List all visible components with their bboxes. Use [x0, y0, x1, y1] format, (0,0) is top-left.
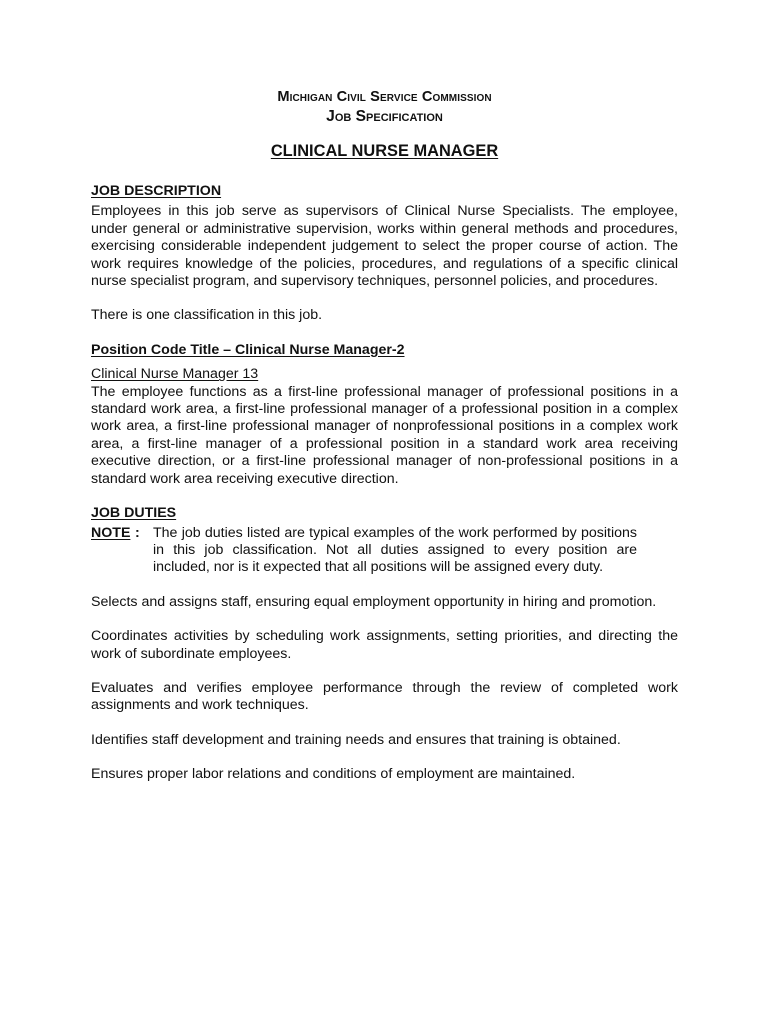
job-duty-item: Ensures proper labor relations and conditions of employment are maintained.: [91, 766, 576, 783]
position-code-title-heading: Position Code Title – Clinical Nurse Manager-2: [91, 341, 405, 358]
position-level-description: The employee functions as a first-line professional manager of professional positions in a standard work area, a first-line professional manager of a professional position in a complex work area, a first-line professional manager of nonprofessional positions in a complex work area, a first-line manager of a professional position in a standard work area receiving executive direction, or a first-line professional manager of non-professional positions in a standard work area receiving executive direction.: [91, 383, 678, 487]
duties-note: [91, 525, 678, 577]
job-description-paragraph: Employees in this job serve as supervisors of Clinical Nurse Specialists. The employee, under general or administrative supervision, works within general methods and procedures, exercising considerable independent judgement to select the proper course of action. The work requires knowledge of the policies, procedures, and regulations of a specific clinical nurse specialist program, and supervisory techniques, personnel policies, and procedures.: [91, 203, 678, 290]
position-level-label: Clinical Nurse Manager 13: [91, 366, 259, 383]
document-type: Job Specification: [326, 108, 443, 125]
job-duty-item: Coordinates activities by scheduling work assignments, setting priorities, and directing the work of subordinate employees.: [91, 628, 678, 662]
document-header: [91, 88, 678, 161]
organization-name: Michigan Civil Service Commission: [277, 89, 492, 105]
document-page: [91, 88, 678, 784]
job-duty-item: Evaluates and verifies employee performance through the review of completed work assignments and work techniques.: [91, 679, 678, 714]
job-duty-item: Selects and assigns staff, ensuring equal employment opportunity in hiring and promotion.: [91, 593, 657, 610]
job-duties-heading: JOB DUTIES: [91, 505, 177, 522]
job-title: CLINICAL NURSE MANAGER: [270, 142, 499, 160]
classification-note: There is one classification in this job.: [91, 307, 323, 324]
job-description-heading: JOB DESCRIPTION: [91, 183, 222, 199]
note-text: The job duties listed are typical examples of the work performed by positions in this job classification. Not all duties assigned to every position are included, nor is it expected that all positions will be assigned every duty.: [153, 524, 637, 576]
note-label: NOTE: [91, 524, 131, 541]
note-colon: :: [135, 524, 140, 541]
job-duty-item: Identifies staff development and training needs and ensures that training is obtained.: [91, 731, 621, 748]
